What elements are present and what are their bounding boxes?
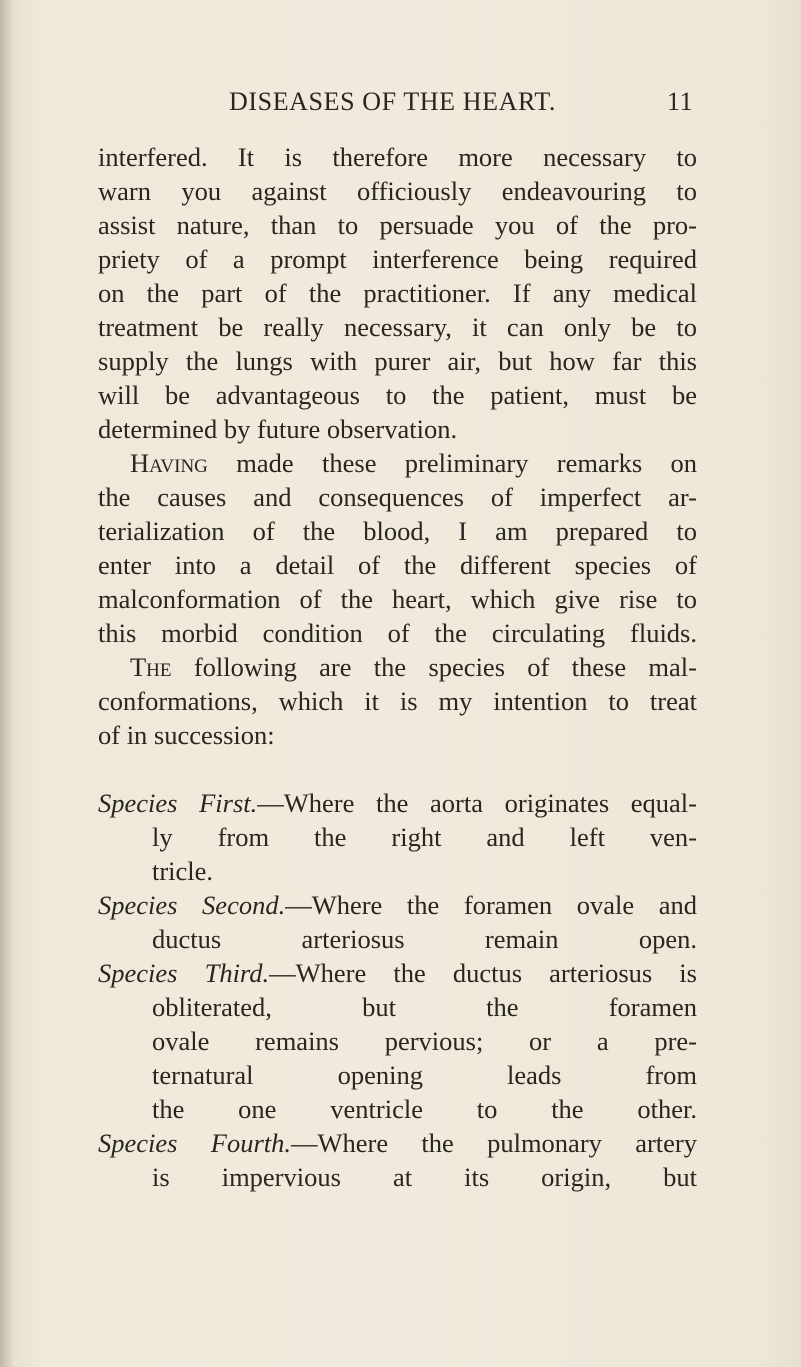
text-line: treatment be really necessary, it can only be to — [98, 312, 697, 342]
text-line: the causes and consequences of imperfect ar- — [98, 482, 697, 512]
page-number: 11 — [667, 87, 694, 116]
paragraph-first-line — [130, 654, 697, 681]
species-continuation: ovale remains pervious; or a pre- — [152, 1026, 697, 1056]
text-run: following are the species of these mal- — [171, 652, 697, 682]
species-continuation: tricle. — [152, 856, 214, 886]
paragraph-first-line — [130, 450, 697, 477]
text-run: —Where the pulmonary artery — [291, 1128, 697, 1158]
text-line: assist nature, than to persuade you of the pro- — [98, 210, 697, 240]
text-line: interfered. It is therefore more necessary to — [98, 142, 697, 172]
text-line: this morbid condition of the circulating fluids. — [98, 618, 697, 648]
text-run: made these preliminary remarks on — [207, 448, 697, 478]
running-head-title: DISEASES OF THE HEART. — [229, 87, 557, 116]
text-line: conformations, which it is my intention to treat — [98, 686, 697, 716]
text-line: enter into a detail of the different species of — [98, 550, 697, 580]
species-continuation: is impervious at its origin, but — [152, 1162, 697, 1192]
species-continuation: ly from the right and left ven- — [152, 822, 697, 852]
text-line: warn you against officiously endeavouring to — [98, 176, 697, 206]
species-label: Species Fourth. — [98, 1128, 291, 1158]
species-continuation: ductus arteriosus remain open. — [152, 924, 697, 954]
species-continuation: obliterated, but the foramen — [152, 992, 697, 1022]
text-run: —Where the ductus arteriosus is — [269, 958, 697, 988]
text-line: malconformation of the heart, which give rise to — [98, 584, 697, 614]
species-label: Species Second. — [98, 890, 286, 920]
small-caps-lead: The — [130, 652, 172, 682]
text-run: —Where the foramen ovale and — [285, 890, 697, 920]
binding-shadow — [0, 0, 14, 1367]
text-line: of in succession: — [98, 720, 275, 750]
text-line: supply the lungs with purer air, but how far this — [98, 346, 697, 376]
text-line: determined by future observation. — [98, 414, 458, 444]
running-head — [229, 87, 694, 117]
species-entry-first — [98, 960, 697, 987]
text-run: —Where the aorta originates equal- — [257, 788, 697, 818]
species-entry-first — [98, 790, 697, 817]
species-entry-first — [98, 1130, 697, 1157]
text-line: on the part of the practitioner. If any medical — [98, 278, 697, 308]
species-continuation: ternatural opening leads from — [152, 1060, 697, 1090]
species-label: Species First. — [98, 788, 258, 818]
text-line: terialization of the blood, I am prepared to — [98, 516, 697, 546]
species-entry-first — [98, 892, 697, 919]
text-line: priety of a prompt interference being required — [98, 244, 697, 274]
text-line: will be advantageous to the patient, must be — [98, 380, 697, 410]
small-caps-lead: Having — [130, 448, 208, 478]
species-continuation: the one ventricle to the other. — [152, 1094, 697, 1124]
species-label: Species Third. — [98, 958, 270, 988]
